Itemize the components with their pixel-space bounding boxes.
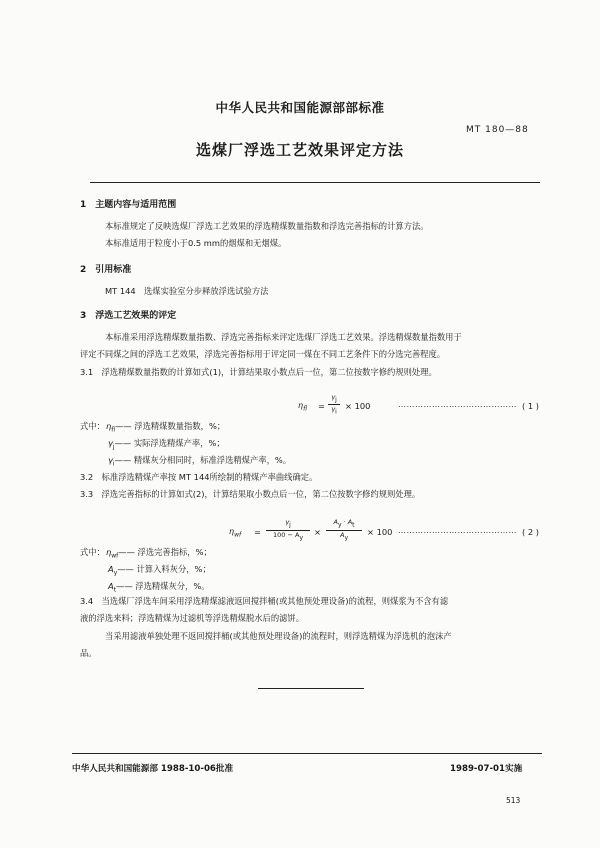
approval-note: 中华人民共和国能源部 1988-10-06批准 bbox=[72, 764, 234, 774]
clause-3-3: 3.3 浮选完善指标的计算如式(2)，计算结果取小数点后一位，第二位按数字修约规则处理。 bbox=[80, 489, 421, 499]
clause-3-4-line-2: 液的浮选来料；浮选精煤为过滤机等浮选精煤脱水后的滤饼。 bbox=[80, 613, 305, 623]
clause-3-1: 3.1 浮选精煤数量指数的计算如式(1)，计算结果取小数点后一位，第二位按数字修约规则处理。 bbox=[80, 367, 437, 377]
header-rule bbox=[90, 182, 540, 183]
section-1-para-1: 本标准规定了反映选煤厂浮选工艺效果的浮选精煤数量指数和浮选完善指标的计算方法。 bbox=[105, 221, 429, 231]
section-2-heading: 2 引用标准 bbox=[80, 265, 132, 275]
where-2-item-2: $A_y——$ 计算入料灰分，%； bbox=[108, 564, 211, 577]
where-1-item-2: $\gamma_j——$ 实际浮选精煤产率，%； bbox=[108, 438, 225, 451]
where-2-item-3: $A_t——$ 浮选精煤灰分，%。 bbox=[108, 581, 210, 594]
clause-3-4-line-3: 当采用滤液单独处理不返回搅拌桶(或其他预处理设备)的流程时，则浮选精煤为浮选机的泡沫产 bbox=[105, 631, 452, 641]
eq1-lhs: $\eta_{fl}$ bbox=[298, 401, 307, 413]
eq2-fraction-2-numerator: $A_y \cdot A_t$ bbox=[333, 518, 355, 529]
eq1-equals: = bbox=[318, 401, 325, 411]
end-of-text-rule bbox=[258, 688, 364, 689]
eq2-fraction-2-denominator: $A_y$ bbox=[339, 531, 348, 542]
where-2-item-1: $\eta_{wf}——$ 浮选完善指标，%； bbox=[106, 547, 212, 560]
where-1-item-1: $\eta_{fl}——$ 浮选精煤数量指数，%； bbox=[106, 421, 226, 434]
eq2-fraction-1-numerator: $\gamma_j$ bbox=[285, 518, 291, 529]
eq2-times: × bbox=[314, 527, 321, 537]
eq1-numerator: $\gamma_j$ bbox=[331, 393, 337, 404]
section-3-intro-line-1: 本标准采用浮选精煤数量指数、浮选完善指标来评定选煤厂浮选工艺效果。浮选精煤数量指数用于 bbox=[105, 332, 462, 342]
document-title: 选煤厂浮选工艺效果评定方法 bbox=[195, 141, 404, 159]
where-1-prefix: 式中： bbox=[80, 421, 105, 431]
eq2-lhs: $\eta_{wf}$ bbox=[229, 527, 242, 539]
eq2-times-100: × 100 bbox=[367, 527, 393, 537]
clause-3-2: 3.2 标准浮选精煤产率按 MT 144所绘制的精煤产率曲线确定。 bbox=[80, 472, 318, 482]
eq1-leader-dots: …………………………………… bbox=[398, 400, 517, 409]
eq1-number: ( 1 ) bbox=[522, 401, 540, 411]
section-3-heading: 3 浮选工艺效果的评定 bbox=[80, 311, 177, 321]
clause-3-4-line-4: 品。 bbox=[80, 648, 97, 658]
eq2-equals: = bbox=[254, 527, 261, 537]
clause-3-4-line-1: 3.4 当选煤厂浮选车间采用浮选精煤滤液返回搅拌桶(或其他预处理设备)的流程，则煤浆为不含有滤 bbox=[80, 596, 449, 606]
where-1-item-3: $\gamma_i——$ 精煤灰分相同时，标准浮选精煤产率，%。 bbox=[108, 455, 292, 468]
page-number: 513 bbox=[506, 796, 521, 805]
footer-rule bbox=[72, 753, 542, 754]
eq2-leader-dots: …………………………………… bbox=[398, 526, 517, 535]
implementation-date: 1989-07-01实施 bbox=[450, 764, 523, 774]
where-2-prefix: 式中： bbox=[80, 547, 105, 557]
eq2-number: ( 2 ) bbox=[522, 527, 540, 537]
reference-standard: MT 144 选煤实验室分步释放浮选试验方法 bbox=[105, 286, 269, 296]
issuing-authority-title: 中华人民共和国能源部部标准 bbox=[215, 100, 385, 115]
section-3-intro-line-2: 评定不同煤之间的浮选工艺效果，浮选完善指标用于评定同一煤在不同工艺条件下的分选完善程度。 bbox=[80, 349, 446, 359]
standard-number: MT 180—88 bbox=[466, 125, 529, 135]
section-1-heading: 1 主题内容与适用范围 bbox=[80, 200, 177, 210]
eq2-fraction-1-denominator: $100 - A_y$ bbox=[273, 531, 303, 542]
section-1-para-2: 本标准适用于粒度小于0.5 mm的烟煤和无烟煤。 bbox=[105, 238, 287, 248]
eq1-times-100: × 100 bbox=[345, 401, 371, 411]
eq1-denominator: $\gamma_i$ bbox=[331, 405, 337, 416]
